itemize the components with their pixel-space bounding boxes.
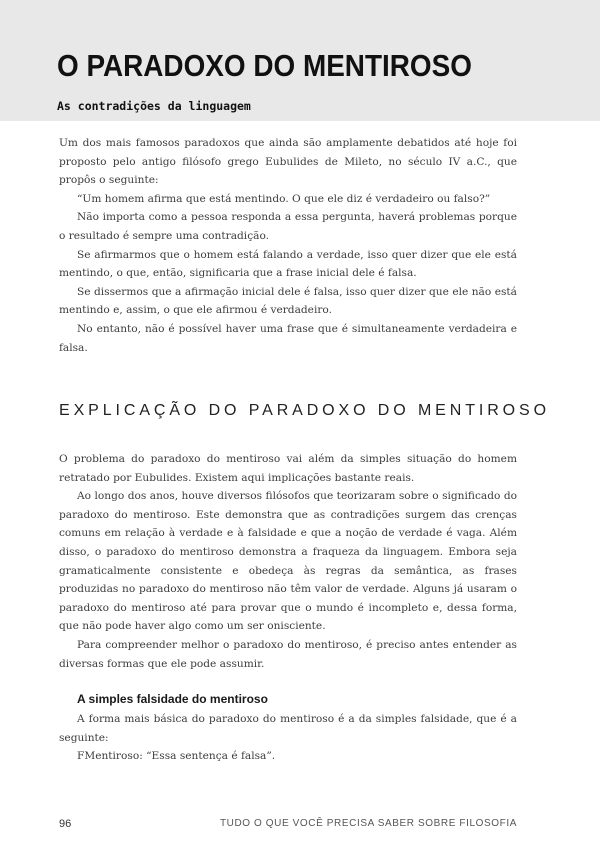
section-heading: EXPLICAÇÃO DO PARADOXO DO MENTIROSO <box>59 402 550 419</box>
paragraph: Um dos mais famosos paradoxos que ainda são amplamente debatidos até hoje foi proposto pelo antigo filósofo grego Eubulides de Mileto, no século IV a.C., que propôs o seguinte: <box>59 137 517 187</box>
running-footer-title: TUDO O QUE VOCÊ PRECISA SABER SOBRE FILOSOFIA <box>219 818 517 829</box>
paragraph: Não importa como a pessoa responda a essa pergunta, haverá problemas porque o resultado é sempre uma contradição. <box>59 211 517 242</box>
chapter-subtitle: As contradições da linguagem <box>57 99 251 113</box>
intro-text <box>59 134 517 357</box>
paragraph: O problema do paradoxo do mentiroso vai além da simples situação do homem retratado por Eubulides. Existem aqui implicações bastante reais. <box>59 453 517 484</box>
paragraph: Para compreender melhor o paradoxo do mentiroso, é preciso antes entender as diversas formas que ele pode assumir. <box>59 638 517 670</box>
paragraph: Ao longo dos anos, houve diversos filósofos que teorizaram sobre o significado do paradoxo do mentiroso. Este demonstra que as contradições surgem das crenças comuns em relação à verdade e à falsidade e que a noção de verdade é vaga. Além disso, o paradoxo do mentiroso demonstra a fraqueza da linguagem. Embora seja gramaticalmente consistente e obedeça às regras da semântica, as frases produzidas no paradoxo do mentiroso não têm valor de verdade. Alguns já usaram o paradoxo do mentiroso até para provar que o mundo é incompleto e, dessa forma, que não pode haver algo como um ser onisciente. <box>59 490 517 633</box>
subsection-heading: A simples falsidade do mentiroso <box>77 692 268 706</box>
page-number: 96 <box>59 818 72 830</box>
paragraph: A forma mais básica do paradoxo do mentiroso é a da simples falsidade, que é a seguinte: <box>59 713 517 744</box>
subsection-text <box>59 710 517 766</box>
paragraph: No entanto, não é possível haver uma frase que é simultaneamente verdadeira e falsa. <box>59 322 517 354</box>
formula-paragraph: FMentiroso: “Essa sentença é falsa”. <box>77 750 276 763</box>
section-text <box>59 450 517 673</box>
chapter-title: O PARADOXO DO MENTIROSO <box>57 48 472 83</box>
paragraph: Se dissermos que a afirmação inicial dele é falsa, isso quer dizer que ele não está mentindo e, assim, o que ele afirmou é verdadeiro. <box>59 285 517 317</box>
quote-paragraph: “Um homem afirma que está mentindo. O que ele diz é verdadeiro ou falso?” <box>77 192 491 205</box>
paragraph: Se afirmarmos que o homem está falando a verdade, isso quer dizer que ele está mentindo, o que, então, significaria que a frase inicial dele é falsa. <box>59 248 517 280</box>
